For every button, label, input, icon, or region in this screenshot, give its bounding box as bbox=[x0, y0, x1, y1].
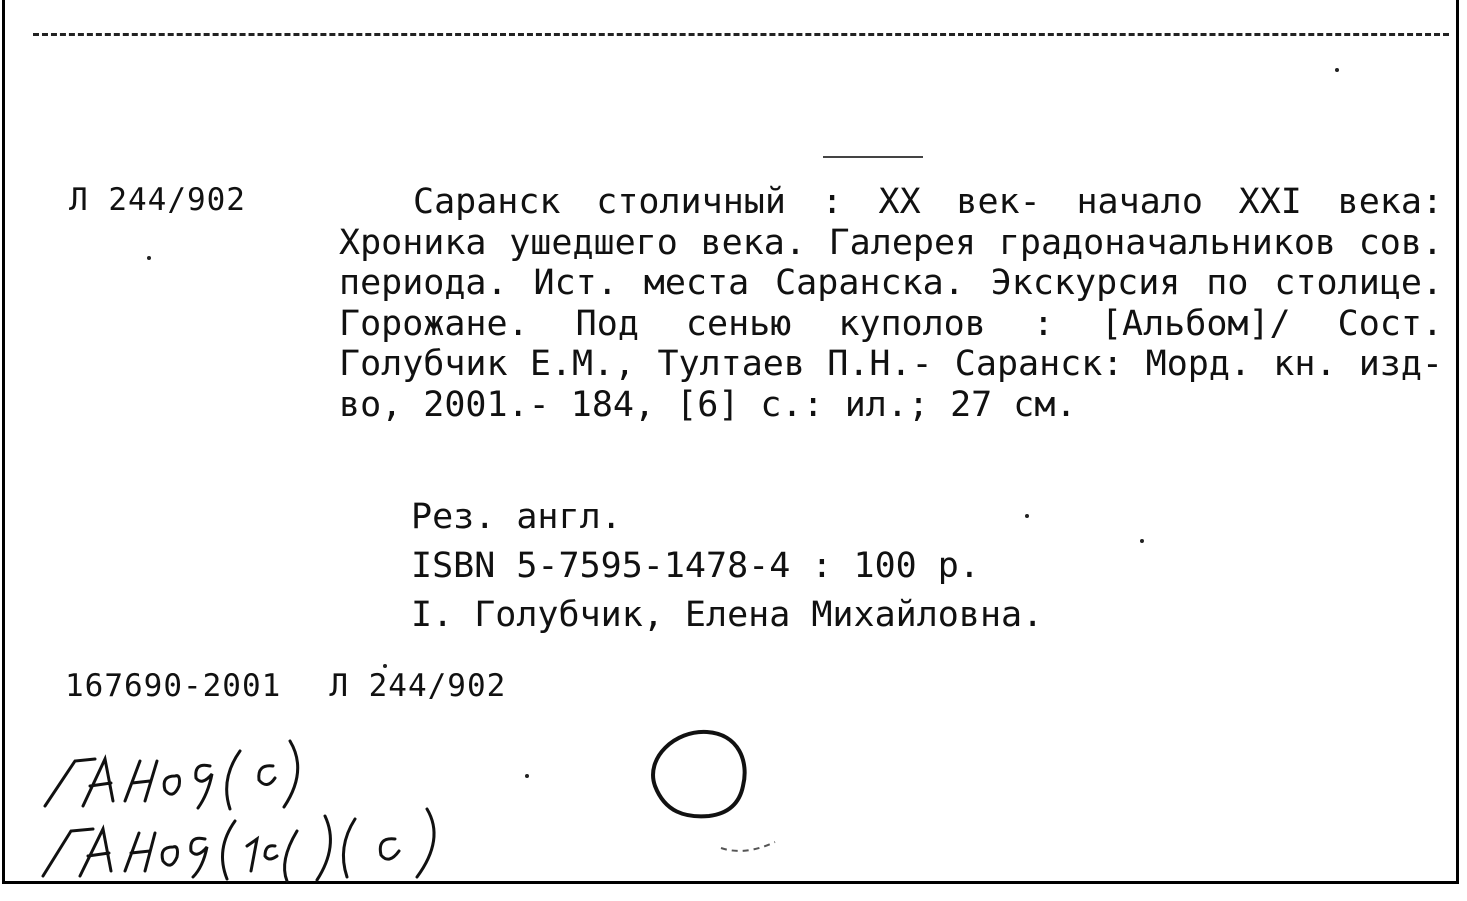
added-entry: I. Голубчик, Елена Михайловна. bbox=[411, 595, 1044, 635]
summary-note: Рез. англ. bbox=[411, 497, 622, 537]
speck bbox=[383, 664, 387, 668]
handwritten-annotation bbox=[35, 721, 475, 891]
stray-mark bbox=[823, 156, 923, 158]
speck bbox=[525, 774, 529, 778]
notes-block bbox=[411, 493, 1043, 640]
description-text: Саранск столичный : XX век- начало XXI века: Хроника ушедшего века. Галерея градоначальников сов. периода. Ист. места Саранска. Экскурсия по столице. Горожане. Под сенью куполов : [Альбом]/ Сост. Голубчик Е.М., Тултаев П.Н.- Саранск: Морд. кн. изд-во, 2001.- 184, [6] с.: ил.; 27 см. bbox=[339, 182, 1443, 425]
bibliographic-description bbox=[339, 182, 1443, 425]
accession-line bbox=[65, 668, 506, 704]
speck bbox=[147, 256, 151, 260]
call-number: Л 244/902 bbox=[69, 182, 246, 218]
speck bbox=[1335, 68, 1339, 72]
perforation-line bbox=[33, 33, 1449, 36]
isbn-line: ISBN 5-7595-1478-4 : 100 р. bbox=[411, 546, 980, 586]
catalog-card bbox=[2, 0, 1459, 884]
call-number-repeat: Л 244/902 bbox=[329, 668, 507, 704]
library-stamp bbox=[635, 728, 805, 873]
speck bbox=[1025, 514, 1029, 518]
stamp-circle bbox=[635, 728, 805, 868]
handwritten-signature bbox=[35, 721, 475, 886]
accession-number: 167690-2001 bbox=[65, 668, 282, 704]
speck bbox=[1140, 539, 1144, 543]
